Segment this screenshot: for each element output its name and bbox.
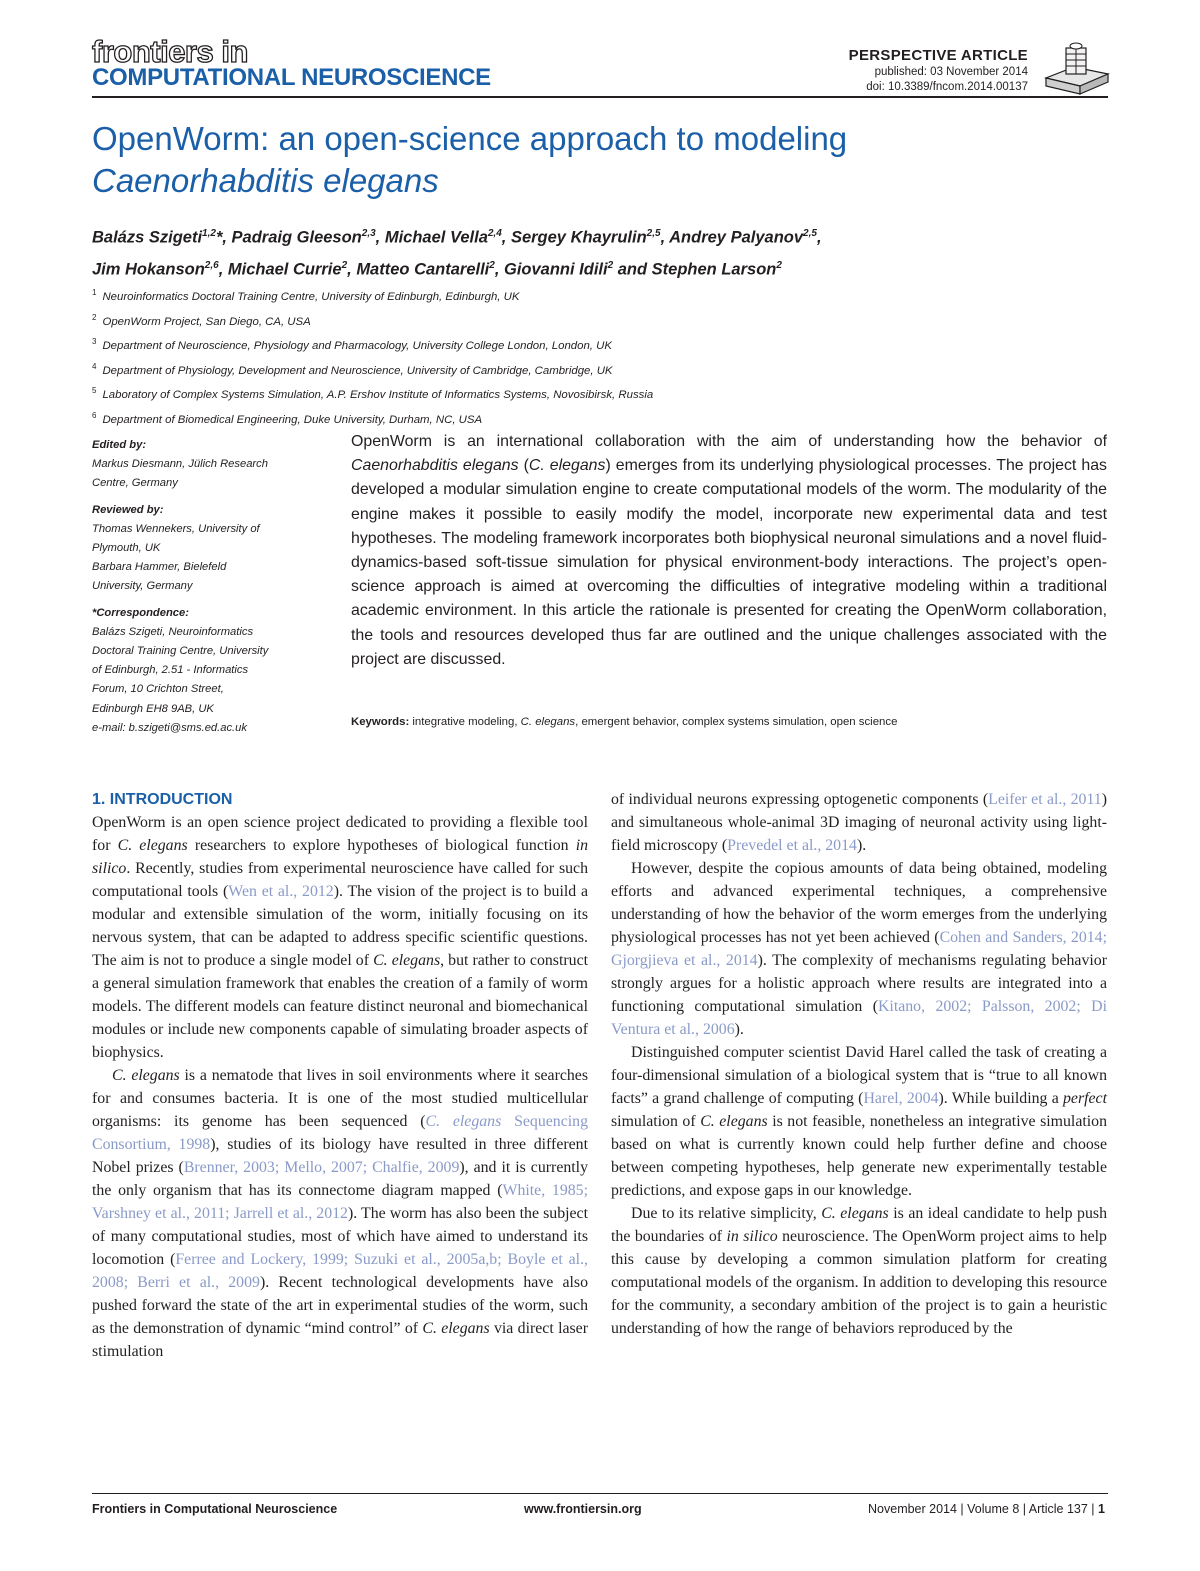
body-text: ), studies of its biology have resulted in three different Nobel prizes ( [92, 1136, 588, 1176]
abstract-text: Caenorhabditis elegans [351, 457, 519, 475]
body-text: Due to its relative simplicity, [631, 1205, 822, 1222]
body-text: is not feasible, nonetheless an integrative simulation based on what is currently known could help further define and choose between competing hypotheses, help generate new experimentally testable predictions, and expose gaps in our knowledge. [611, 1113, 1108, 1199]
author-name: Jim Hokanson [92, 260, 205, 278]
correspondence-label: *Correspondence: [92, 606, 189, 619]
body-text: ). Recent technological developments have also pushed forward the state of the art in experimental studies of the worm, such as the demonstration of dynamic “mind control” of [92, 1274, 588, 1337]
body-text: ). [856, 837, 867, 854]
sidebar-line: Centre, Germany [92, 477, 178, 490]
abstract [351, 430, 1107, 672]
body-paragraph [92, 811, 588, 1064]
citation-link[interactable]: Harel, 2004 [863, 1090, 939, 1107]
sidebar-line: Thomas Wennekers, University of [92, 522, 260, 535]
affiliation-text: Department of Biomedical Engineering, Duke University, Durham, NC, USA [102, 413, 483, 426]
affiliation-text: Department of Neuroscience, Physiology and Pharmacology, University College London, London, UK [102, 339, 612, 352]
keyword-text: C. elegans [520, 716, 576, 728]
italic-term: C. elegans [112, 1067, 180, 1084]
edited-by-label: Edited by: [92, 439, 147, 451]
keywords-label: Keywords: [351, 716, 410, 728]
affiliation-text: Neuroinformatics Doctoral Training Centre, University of Edinburgh, Edinburgh, UK [102, 290, 520, 303]
body-text: via direct laser stimulation [92, 1320, 588, 1360]
body-column-left [92, 788, 588, 1363]
body-paragraph [611, 788, 1107, 857]
sidebar-line: Plymouth, UK [92, 542, 161, 555]
corresponding-mark: * [215, 228, 223, 247]
author-name: Matteo Cantarelli [356, 260, 490, 278]
sidebar-line: Edinburgh EH8 9AB, UK [92, 702, 214, 715]
body-text: ). The vision of the project is to build a modular and extensible simulation of the worm, initially focusing on its nervous system, that can be adapted to address specific scientific questions. The aim is not to produce a single model of [92, 883, 589, 969]
body-text: of individual neurons expressing optogenetic components ( [611, 791, 989, 808]
editorial-sidebar [92, 436, 327, 738]
reviewed-by-lines [92, 520, 327, 597]
author-name: Michael Currie [227, 260, 342, 278]
italic-term: C. elegans [373, 952, 441, 969]
body-text: neuroscience. The OpenWorm project aims to help this cause by developing a common simulation platform for creating computational models of the organism. In addition to developing this resource for the community, a secondary ambition of the project is to gain a heuristic understanding of how the range of behaviors reproduced by the [611, 1228, 1107, 1337]
affiliation [92, 381, 1112, 406]
affiliation-number: 4 [92, 361, 97, 371]
citation-link[interactable]: Wen et al., 2012 [228, 883, 334, 900]
author-name: Stephen Larson [651, 260, 777, 278]
journal-name: COMPUTATIONAL NEUROSCIENCE [92, 64, 491, 91]
italic-term: C. elegans [700, 1113, 768, 1130]
keywords-text [409, 716, 897, 728]
author-affiliation-ref: 2,6 [204, 259, 219, 271]
sidebar-line: Barbara Hammer, Bielefeld [92, 561, 227, 574]
correspondence-lines [92, 623, 327, 738]
italic-term: C. elegans [117, 837, 188, 854]
author-name: Michael Vella [384, 228, 488, 247]
body-text: ), and it is currently the only organism that has its connectome diagram mapped ( [92, 1159, 588, 1199]
italic-term: in silico [726, 1228, 778, 1245]
author-affiliation-ref: 2 [341, 259, 348, 271]
body-column-right [611, 788, 1107, 1340]
author-name: Padraig Gleeson [231, 228, 362, 247]
edited-by-lines [92, 455, 327, 493]
citation-link[interactable]: Leifer et al., 2011 [988, 791, 1102, 808]
italic-term: perfect [1063, 1090, 1107, 1107]
sidebar-line: Markus Diesmann, Jülich Research [92, 458, 268, 471]
affiliation-list [92, 283, 1112, 430]
doi: doi: 10.3389/fncom.2014.00137 [866, 81, 1028, 93]
title-line-2: Caenorhabditis elegans [92, 162, 439, 199]
body-paragraph [611, 1202, 1107, 1340]
affiliation-text: OpenWorm Project, San Diego, CA, USA [102, 315, 311, 328]
author-affiliation-ref: 2 [607, 259, 614, 271]
keyword-text: , emergent behavior, complex systems simulation, open science [575, 716, 898, 728]
body-text: ). The complexity of mechanisms regulating behavior strongly argues for a holistic approach where results are integrated into a functioning computational simulation ( [611, 952, 1107, 1015]
sidebar-line: of Edinburgh, 2.51 - Informatics [92, 664, 249, 677]
abstract-text: ) emerges from its underlying physiological processes. The project has developed a modular simulation engine to create computational models of the worm. The modularity of the engine makes it possible to easily modify the model, incorporate new experimental data and test hypotheses. The modeling framework incorporates both biophysical neuronal simulations and a novel fluid-dynamics-based soft-tissue simulation for physical environment-body interactions. The project’s open-science approach is aimed at overcoming the difficulties of integrative modeling within a traditional academic environment. In this article the rationale is presented for creating the OpenWorm collaboration, the tools and resources developed thus far are outlined and the unique challenges associated with the project are discussed. [351, 457, 1107, 668]
body-text: , but rather to construct a general simulation framework that enables the creation of a family of worm models. The different models can feature distinct neuronal and biomechanical modules or include new components capable of simulating broader aspects of biophysics. [92, 952, 588, 1061]
affiliation-number: 5 [92, 386, 97, 395]
body-text: Distinguished computer scientist David Harel called the task of creating a four-dimensional simulation of a biological system that is “true to all known facts” a grand challenge of computing ( [611, 1044, 1107, 1107]
italic-term: C. elegans [821, 1205, 889, 1222]
italic-term: C. elegans [422, 1320, 490, 1337]
abstract-text: C. elegans [528, 457, 606, 475]
body-text: . Recently, studies from experimental neuroscience have called for such computational tools ( [92, 860, 588, 900]
sidebar-line: University, Germany [92, 580, 193, 593]
author-affiliation-ref: 2 [776, 259, 782, 271]
body-text: However, despite the copious amounts of data being obtained, modeling efforts and advanced experimental techniques, a comprehensive understanding of how the behavior of the worm emerges from the underlying physiological processes has not yet been achieved ( [611, 860, 1107, 946]
body-text: is a nematode that lives in soil environments where it searches for and consumes bacteria. It is one of the most studied multicellular organisms: its genome has been sequenced ( [92, 1067, 588, 1130]
reviewed-by-label: Reviewed by: [92, 503, 164, 516]
footer-issue [868, 1502, 1105, 1516]
body-text: ). While building a [938, 1090, 1063, 1107]
footer-url-link[interactable]: www.frontiersin.org [524, 1502, 642, 1516]
body-text: researchers to explore hypotheses of biological function [187, 837, 576, 854]
italic-term: in silico [92, 837, 589, 877]
author-name: Sergey Khayrulin [510, 228, 647, 247]
citation-link[interactable]: Ferree and Lockery, 1999; Suzuki et al., 2005a,b; Boyle et al., 2008; Berri et al., 2009 [92, 1251, 588, 1291]
journal-wordmark: frontiers in [92, 34, 248, 69]
author-affiliation-ref: 2 [489, 259, 495, 271]
author-name: Giovanni Idili [504, 260, 608, 278]
author-affiliation-ref: 2,3 [361, 228, 376, 239]
author-affiliation-ref: 2,4 [487, 228, 502, 239]
title-line-1: OpenWorm: an open-science approach to modeling [92, 120, 848, 157]
sidebar-line: e-mail: b.szigeti@sms.ed.ac.uk [92, 721, 247, 734]
citation-link[interactable]: Prevedel et al., 2014 [727, 837, 857, 854]
body-paragraph [92, 1064, 588, 1363]
affiliation [92, 357, 1112, 382]
affiliation-number: 2 [92, 312, 97, 322]
affiliation-text: Laboratory of Complex Systems Simulation, A.P. Ershov Institute of Informatics Systems, Novosibirsk, Russia [102, 388, 654, 401]
keyword-text: integrative modeling, [409, 716, 521, 728]
publication-date: published: 03 November 2014 [874, 66, 1028, 78]
article-type: PERSPECTIVE ARTICLE [848, 47, 1028, 64]
citation-link[interactable]: Sequencing Consortium, 1998 [92, 1113, 589, 1153]
body-text: ) and simultaneous whole-animal 3D imaging of neuronal activity using light-field microscopy ( [611, 791, 1108, 854]
article-title [92, 118, 1112, 202]
abstract-text: ( [518, 457, 529, 475]
author-affiliation-ref: 2,5 [646, 228, 661, 239]
sidebar-line: Balázs Szigeti, Neuroinformatics [92, 625, 254, 638]
author-affiliation-ref: 1,2 [202, 228, 216, 239]
body-text: ). [734, 1021, 744, 1038]
footer-issue-text: November 2014 | Volume 8 | Article 137 | [868, 1502, 1095, 1516]
author-name: Andrey Palyanov [669, 228, 804, 247]
citation-link[interactable]: Kitano, 2002; Palsson, 2002; Di Ventura et al., 2006 [611, 998, 1107, 1038]
section-heading: 1. INTRODUCTION [92, 791, 233, 808]
keywords [351, 716, 1107, 728]
affiliation-number: 1 [92, 288, 97, 297]
citation-link[interactable]: Cohen and Sanders, 2014; Gjorgjieva et al., 2014 [611, 929, 1107, 969]
body-text: OpenWorm is an open science project dedicated to providing a flexible tool for [92, 814, 588, 854]
author-name: Balázs Szigeti [92, 228, 203, 247]
abstract-text: OpenWorm is an international collaboration with the aim of understanding how the behavior of [351, 433, 1107, 450]
page-number: 1 [1098, 1502, 1105, 1516]
author-list: Balázs Szigeti$^{1,2}$*, Padraig Gleeson$^{2,3}$, Michael Vella$^{2,4}$, Sergey Khayrulin$^{2,5}$, Andrey Palyanov$^{2,5}$, Jim Hokanson$^{2,6}$, Michael Currie$^2$, Matteo Cantarelli$^2$, Giovanni Idili$^2$ and Stephen Larson$^2$ [92, 228, 822, 278]
footer-rule [92, 1493, 1108, 1494]
header-rule [92, 96, 1108, 98]
footer-journal: Frontiers in Computational Neuroscience [92, 1502, 338, 1516]
journal-logo-icon [1040, 40, 1112, 100]
affiliation [92, 308, 1112, 333]
affiliation-number: 3 [92, 337, 97, 346]
affiliation [92, 406, 1112, 431]
body-paragraph [611, 1041, 1107, 1202]
affiliation-text: Department of Physiology, Development and Neuroscience, University of Cambridge, Cambridge, UK [102, 364, 613, 377]
sidebar-line: Doctoral Training Centre, University [92, 645, 269, 658]
citation-link[interactable]: White, 1985; Varshney et al., 2011; Jarrell et al., 2012 [92, 1182, 588, 1222]
affiliation-number: 6 [92, 410, 97, 420]
author-affiliation-ref: 2,5 [803, 228, 817, 239]
citation-link[interactable]: C. elegans [425, 1113, 502, 1130]
body-paragraph [611, 857, 1107, 1041]
affiliation [92, 283, 1112, 308]
body-text: is an ideal candidate to help push the boundaries of [611, 1205, 1107, 1245]
citation-link[interactable]: Brenner, 2003; Mello, 2007; Chalfie, 2009 [183, 1159, 460, 1176]
sidebar-line: Forum, 10 Crichton Street, [92, 683, 224, 696]
affiliation [92, 332, 1112, 357]
body-text: ). The worm has also been the subject of many computational studies, most of which have aimed to understand its locomotion ( [92, 1205, 588, 1268]
body-text: simulation of [611, 1113, 701, 1130]
